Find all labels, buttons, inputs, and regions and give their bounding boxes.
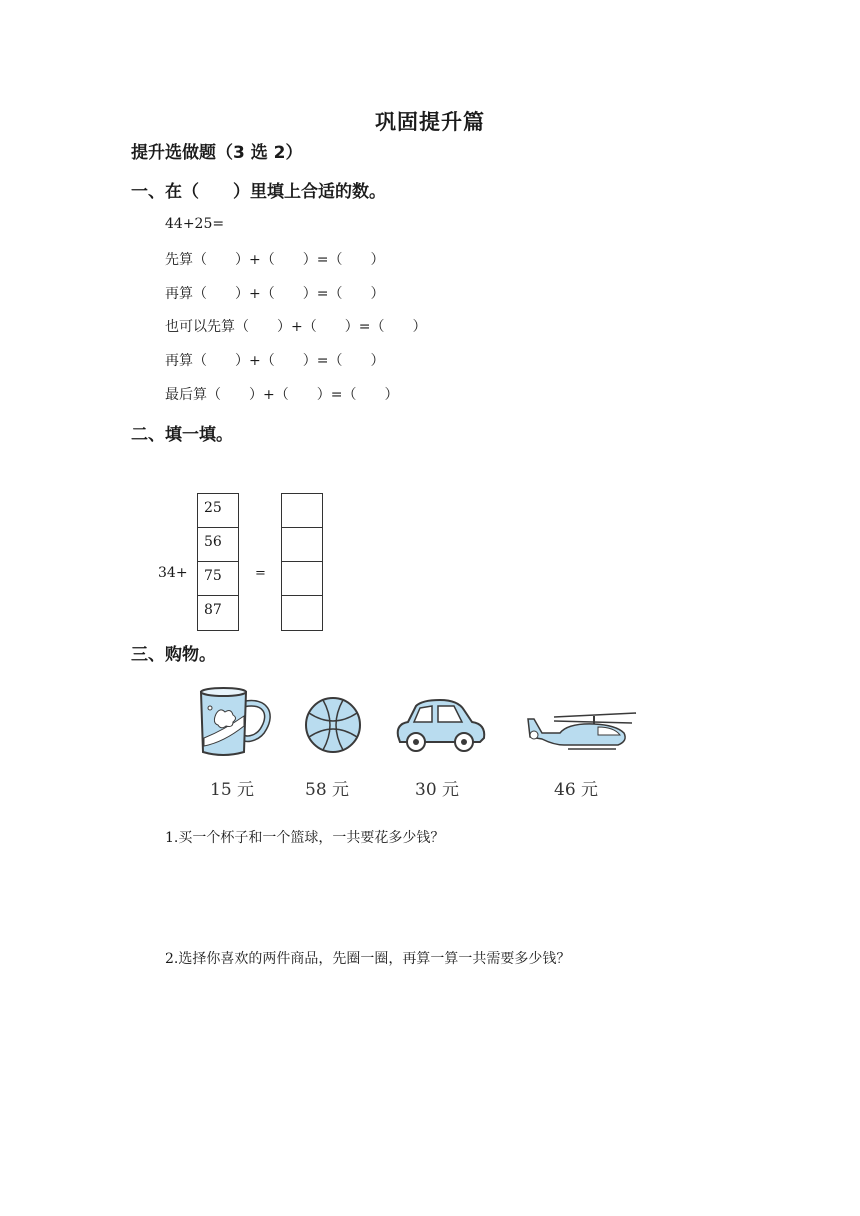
addend-prefix: 34+ (158, 565, 188, 581)
number-cell: 56 (198, 528, 238, 562)
number-cell: 25 (198, 494, 238, 528)
price-helicopter: 46 元 (554, 780, 599, 800)
alt-step-first-line: 也可以先算（ ）+（ ）=（ ） (165, 319, 427, 335)
section-1-heading: 一、在（ ）里填上合适的数。 (131, 182, 386, 202)
answer-cell[interactable] (282, 494, 322, 528)
basketball-icon (303, 695, 363, 755)
answer-column[interactable] (281, 493, 323, 631)
section-2-heading: 二、填一填。 (131, 425, 233, 445)
answer-cell[interactable] (282, 596, 322, 630)
price-mug: 15 元 (210, 780, 255, 800)
step-then-line: 再算（ ）+（ ）=（ ） (165, 286, 385, 302)
equals-sign: = (255, 566, 266, 581)
expression-line: 44+25= (165, 216, 225, 232)
page-title: 巩固提升篇 (375, 110, 485, 134)
alt-step-last-line: 最后算（ ）+（ ）=（ ） (165, 387, 399, 403)
price-basketball: 58 元 (305, 780, 350, 800)
section-3-heading: 三、购物。 (131, 645, 216, 665)
answer-cell[interactable] (282, 528, 322, 562)
helicopter-icon (524, 707, 640, 753)
number-cell: 75 (198, 562, 238, 596)
alt-step-then-line: 再算（ ）+（ ）=（ ） (165, 353, 385, 369)
step-first-line: 先算（ ）+（ ）=（ ） (165, 252, 385, 268)
subtitle: 提升选做题（3 选 2） (131, 143, 303, 163)
toy-car-icon (392, 696, 488, 754)
answer-cell[interactable] (282, 562, 322, 596)
price-car: 30 元 (415, 780, 460, 800)
number-cell: 87 (204, 602, 222, 618)
mug-icon (196, 686, 272, 758)
question-1: 1.买一个杯子和一个篮球，一共要花多少钱？ (165, 830, 445, 846)
question-2: 2.选择你喜欢的两件商品，先圈一圈，再算一算一共需要多少钱？ (165, 951, 571, 967)
number-column (197, 493, 239, 631)
